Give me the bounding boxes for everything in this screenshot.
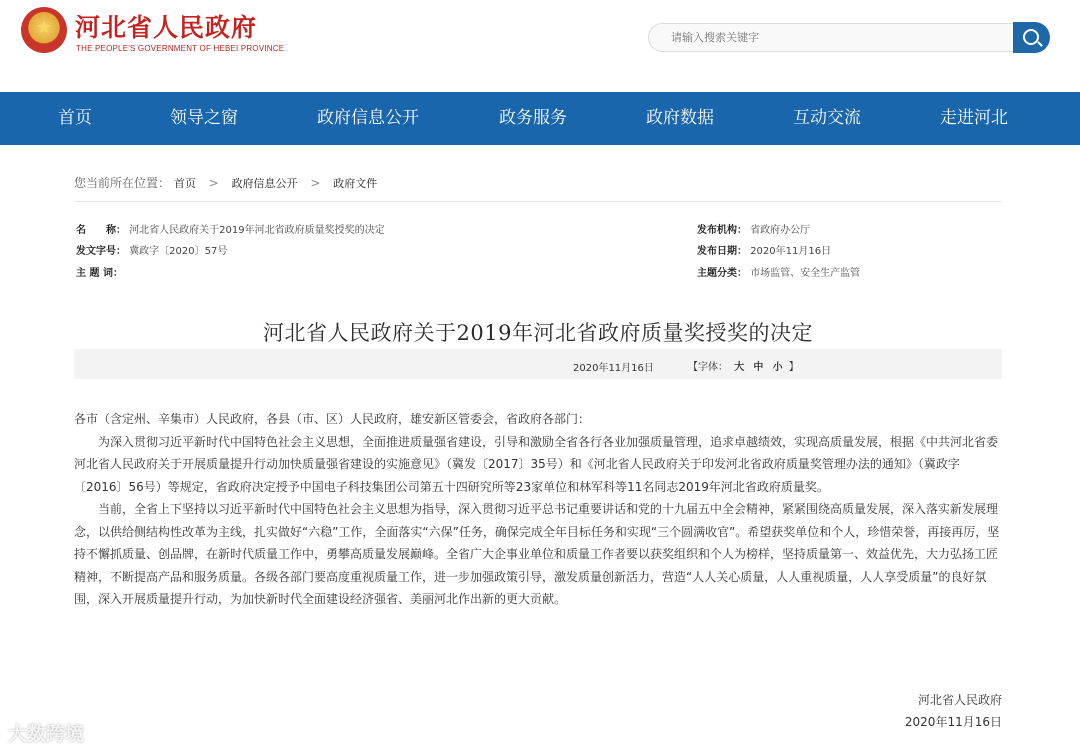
meta-doc-number-value: 冀政字〔2020〕57号 <box>129 246 228 257</box>
meta-category <box>697 264 860 279</box>
main-nav <box>0 92 1080 145</box>
breadcrumb-separator: > <box>208 176 219 190</box>
search-button[interactable] <box>1013 22 1050 53</box>
meta-name-value: 河北省人民政府关于2019年河北省政府质量奖授奖的决定 <box>129 225 385 236</box>
meta-category-label: 主题分类： <box>697 268 747 279</box>
meta-publish-date-label: 发布日期： <box>697 246 747 257</box>
meta-publisher-label: 发布机构： <box>697 225 747 236</box>
font-label-open: 【字体： <box>688 362 728 373</box>
signature-org: 河北省人民政府 <box>917 693 1002 707</box>
meta-publisher <box>697 221 810 236</box>
signature-date: 2020年11月16日 <box>904 715 1002 729</box>
meta-publish-date <box>697 242 831 257</box>
meta-keywords-label: 主 题 词： <box>76 268 123 279</box>
nav-item-home[interactable]: 首页 <box>58 108 92 128</box>
breadcrumb <box>74 174 377 191</box>
nav-item-services[interactable]: 政务服务 <box>499 108 567 128</box>
national-emblem-icon[interactable] <box>21 7 67 53</box>
site-subtitle: THE PEOPLE'S GOVERNMENT OF HEBEI PROVINCE <box>76 44 285 53</box>
meta-keywords <box>76 264 123 279</box>
meta-publish-date-value: 2020年11月16日 <box>750 246 832 257</box>
breadcrumb-separator: > <box>310 176 321 190</box>
nav-item-interaction[interactable]: 互动交流 <box>793 108 861 128</box>
meta-name <box>76 221 385 236</box>
meta-publisher-value: 省政府办公厅 <box>750 225 811 236</box>
meta-category-value: 市场监管、安全生产监管 <box>750 268 861 279</box>
body-paragraph: 为深入贯彻习近平新时代中国特色社会主义思想，全面推进质量强省建设，引导和激励全省各行各业加强质量管理，追求卓越绩效，实现高质量发展，根据《中共河北省委河北省人民政府关于开展质量提升行动加快质量强省建设的实施意见》（冀发〔2017〕35号）和《河北省人民政府关于印发河北省政府质量奖管理办法的通知》（冀政字〔2016〕56号）等规定，省政府决定授予中国电子科技集团公司第五十四研究所等23家单位和林军科等11名同志2019年河北省政府质量奖。 <box>74 434 999 494</box>
breadcrumb-gov-documents[interactable]: 政府文件 <box>333 177 378 190</box>
document-body <box>74 408 1002 611</box>
font-label-close: 】 <box>788 362 799 373</box>
font-size-small-button[interactable]: 小 <box>772 362 783 373</box>
breadcrumb-home[interactable]: 首页 <box>173 177 196 190</box>
font-size-medium-button[interactable]: 中 <box>753 362 764 373</box>
breadcrumb-info-disclosure[interactable]: 政府信息公开 <box>231 177 298 190</box>
site-title[interactable]: 河北省人民政府 <box>75 13 258 42</box>
document-title: 河北省人民政府关于2019年河北省政府质量奖授奖的决定 <box>263 321 813 345</box>
site-header <box>0 0 1080 92</box>
meta-name-label: 名 称： <box>76 225 126 236</box>
nav-item-info-disclosure[interactable]: 政府信息公开 <box>317 108 419 128</box>
document-info-bar <box>74 349 1002 379</box>
search-input[interactable] <box>671 31 1001 44</box>
body-paragraph: 当前，全省上下坚持以习近平新时代中国特色社会主义思想为指导，深入贯彻习近平总书记重要讲话和党的十九届五中全会精神，紧紧围绕高质量发展，深入落实新发展理念，以供给侧结构性改革为主线，扎实做好“六稳”工作，全面落实“六保”任务，确保完成全年目标任务和实现“三个圆满收官”。希望获奖单位和个人，珍惜荣誉，再接再厉，坚持不懈抓质量、创品牌，在新时代质量工作中，勇攀高质量发展巅峰。全省广大企事业单位和质量工作者要以获奖组织和个人为榜样，坚持质量第一、效益优先，大力弘扬工匠精神，不断提高产品和服务质量。各级各部门要高度重视质量工作，进一步加强政策引导，激发质量创新活力，营造“人人关心质量，人人重视质量，人人享受质量”的良好氛围，深入开展质量提升行动，为加快新时代全面建设经济强省、美丽河北作出新的更大贡献。 <box>74 502 1000 606</box>
watermark: 大数跨境 <box>8 723 85 745</box>
meta-doc-number <box>76 242 227 257</box>
nav-item-leaders[interactable]: 领导之窗 <box>170 108 238 128</box>
nav-item-data[interactable]: 政府数据 <box>646 108 714 128</box>
font-size-controls <box>688 358 799 373</box>
search-box <box>648 23 1014 52</box>
meta-doc-number-label: 发文字号： <box>76 246 126 257</box>
salutation: 各市（含定州、辛集市）人民政府，各县（市、区）人民政府，雄安新区管委会，省政府各部门： <box>74 412 591 426</box>
font-size-large-button[interactable]: 大 <box>734 362 745 373</box>
nav-item-about-hebei[interactable]: 走进河北 <box>940 108 1008 128</box>
breadcrumb-prefix: 您当前所在位置： <box>74 176 171 190</box>
divider <box>74 201 1002 202</box>
document-date: 2020年11月16日 <box>573 363 654 374</box>
